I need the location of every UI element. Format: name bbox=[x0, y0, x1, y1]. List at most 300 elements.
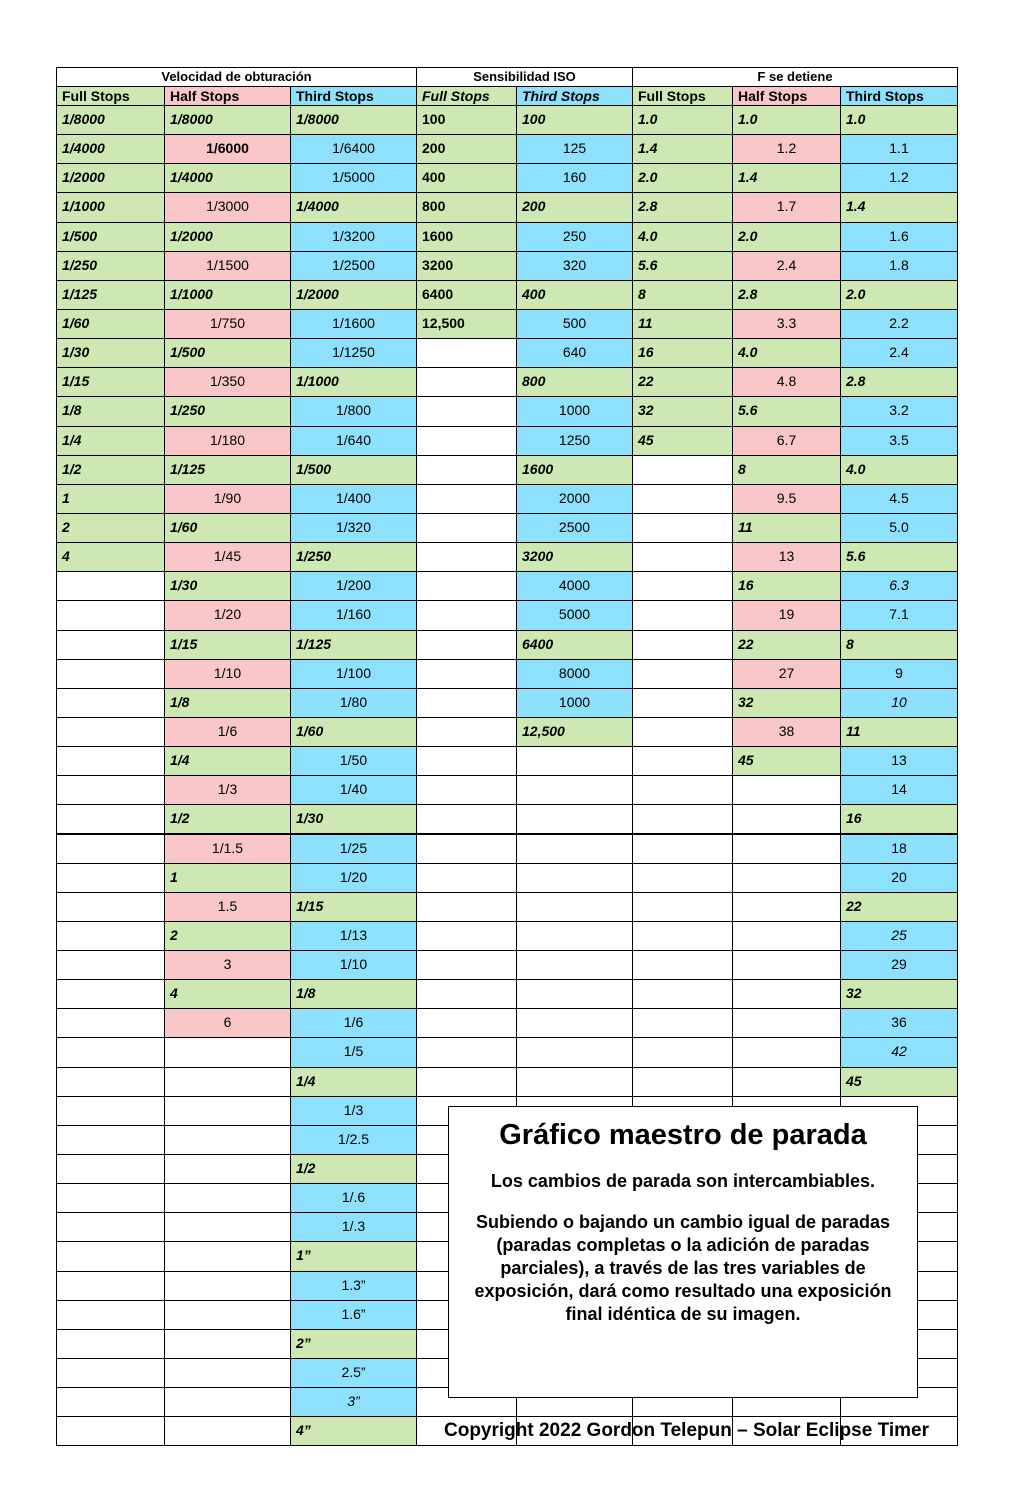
table-cell: 14 bbox=[840, 775, 958, 805]
table-cell: 32 bbox=[632, 396, 733, 426]
table-cell: 1 bbox=[56, 484, 165, 514]
table-cell: 36 bbox=[840, 1008, 958, 1038]
table-cell: 2500 bbox=[516, 513, 633, 543]
column-header: Third Stops bbox=[290, 86, 417, 106]
empty-cell bbox=[632, 1067, 733, 1097]
empty-cell bbox=[632, 1008, 733, 1038]
empty-cell bbox=[416, 630, 517, 660]
table-cell: 1/8 bbox=[164, 688, 291, 718]
table-cell: 1/350 bbox=[164, 367, 291, 397]
table-cell: 1/30 bbox=[164, 571, 291, 601]
table-cell: 1” bbox=[290, 1241, 417, 1271]
table-cell: 1/1600 bbox=[290, 309, 417, 339]
table-cell: 6400 bbox=[516, 630, 633, 660]
column-header: Full Stops bbox=[416, 86, 517, 106]
table-cell: 500 bbox=[516, 309, 633, 339]
empty-cell bbox=[632, 775, 733, 805]
table-cell: 1/2000 bbox=[290, 280, 417, 310]
empty-cell bbox=[56, 804, 165, 834]
empty-cell bbox=[56, 1154, 165, 1184]
table-cell: 1/6 bbox=[164, 717, 291, 747]
table-cell: 1.8 bbox=[840, 251, 958, 281]
table-cell: 1/3 bbox=[290, 1096, 417, 1126]
table-cell: 800 bbox=[416, 192, 517, 222]
empty-cell bbox=[56, 863, 165, 893]
table-cell: 29 bbox=[840, 950, 958, 980]
table-cell: 1/3000 bbox=[164, 192, 291, 222]
table-cell: 3200 bbox=[416, 251, 517, 281]
empty-cell bbox=[164, 1183, 291, 1213]
empty-cell bbox=[416, 834, 517, 864]
empty-cell bbox=[164, 1154, 291, 1184]
empty-cell bbox=[164, 1387, 291, 1417]
empty-cell bbox=[164, 1271, 291, 1301]
empty-cell bbox=[416, 571, 517, 601]
table-cell: 2.0 bbox=[732, 222, 841, 252]
empty-cell bbox=[164, 1329, 291, 1359]
table-cell: 12,500 bbox=[416, 309, 517, 339]
table-cell: 1/4 bbox=[164, 746, 291, 776]
table-cell: 100 bbox=[516, 105, 633, 135]
table-cell: 1/15 bbox=[56, 367, 165, 397]
table-cell: 18 bbox=[840, 834, 958, 864]
empty-cell bbox=[56, 1300, 165, 1330]
table-cell: 1/125 bbox=[164, 455, 291, 485]
empty-cell bbox=[416, 1008, 517, 1038]
empty-cell bbox=[56, 1358, 165, 1388]
empty-cell bbox=[516, 950, 633, 980]
table-cell: 1/15 bbox=[164, 630, 291, 660]
empty-cell bbox=[56, 1387, 165, 1417]
table-cell: 2000 bbox=[516, 484, 633, 514]
empty-cell bbox=[416, 367, 517, 397]
empty-cell bbox=[416, 513, 517, 543]
table-cell: 10 bbox=[840, 688, 958, 718]
table-cell: 5.0 bbox=[840, 513, 958, 543]
table-cell: 1/800 bbox=[290, 396, 417, 426]
table-cell: 11 bbox=[632, 309, 733, 339]
table-cell: 1.0 bbox=[632, 105, 733, 135]
table-cell: 1250 bbox=[516, 426, 633, 456]
table-cell: 27 bbox=[732, 659, 841, 689]
table-cell: 1/1500 bbox=[164, 251, 291, 281]
table-cell: 1/125 bbox=[290, 630, 417, 660]
empty-cell bbox=[632, 630, 733, 660]
table-cell: 4 bbox=[56, 542, 165, 572]
empty-cell bbox=[632, 746, 733, 776]
table-cell: 11 bbox=[840, 717, 958, 747]
empty-cell bbox=[56, 688, 165, 718]
table-cell: 32 bbox=[840, 979, 958, 1009]
empty-cell bbox=[56, 571, 165, 601]
table-cell: 1/500 bbox=[56, 222, 165, 252]
table-cell: 1/4000 bbox=[290, 192, 417, 222]
table-cell: 1/45 bbox=[164, 542, 291, 572]
table-cell: 2 bbox=[164, 921, 291, 951]
table-cell: 9 bbox=[840, 659, 958, 689]
table-cell: 4.0 bbox=[632, 222, 733, 252]
empty-cell bbox=[56, 659, 165, 689]
empty-cell bbox=[516, 1008, 633, 1038]
table-cell: 4000 bbox=[516, 571, 633, 601]
table-cell: 1000 bbox=[516, 396, 633, 426]
empty-cell bbox=[632, 804, 733, 834]
empty-cell bbox=[416, 804, 517, 834]
empty-cell bbox=[516, 979, 633, 1009]
table-cell: 4.8 bbox=[732, 367, 841, 397]
table-cell: 1.4 bbox=[840, 192, 958, 222]
table-cell: 1/2 bbox=[164, 804, 291, 834]
table-cell: 1/6400 bbox=[290, 134, 417, 164]
table-cell: 1.6” bbox=[290, 1300, 417, 1330]
table-cell: 1.4 bbox=[732, 163, 841, 193]
table-cell: 200 bbox=[516, 192, 633, 222]
empty-cell bbox=[416, 426, 517, 456]
table-cell: 1/1000 bbox=[56, 192, 165, 222]
table-cell: 1/5000 bbox=[290, 163, 417, 193]
table-cell: 800 bbox=[516, 367, 633, 397]
empty-cell bbox=[56, 630, 165, 660]
column-header: Third Stops bbox=[516, 86, 633, 106]
table-cell: 1.0 bbox=[732, 105, 841, 135]
table-cell: 1/90 bbox=[164, 484, 291, 514]
table-cell: 1/2 bbox=[56, 455, 165, 485]
table-cell: 3.2 bbox=[840, 396, 958, 426]
table-cell: 1/2 bbox=[290, 1154, 417, 1184]
table-cell: 250 bbox=[516, 222, 633, 252]
empty-cell bbox=[56, 1067, 165, 1097]
table-cell: 20 bbox=[840, 863, 958, 893]
table-cell: 1/8000 bbox=[290, 105, 417, 135]
empty-cell bbox=[56, 1096, 165, 1126]
table-cell: 45 bbox=[632, 426, 733, 456]
table-cell: 42 bbox=[840, 1037, 958, 1067]
table-cell: 4 bbox=[164, 979, 291, 1009]
group-header: Velocidad de obturación bbox=[56, 67, 417, 87]
table-cell: 1.5 bbox=[164, 892, 291, 922]
table-cell: 320 bbox=[516, 251, 633, 281]
empty-cell bbox=[632, 834, 733, 864]
table-cell: 1/320 bbox=[290, 513, 417, 543]
empty-cell bbox=[632, 979, 733, 1009]
group-header: Sensibilidad ISO bbox=[416, 67, 633, 87]
table-cell: 1/500 bbox=[164, 338, 291, 368]
empty-cell bbox=[516, 1067, 633, 1097]
table-cell: 3.5 bbox=[840, 426, 958, 456]
empty-cell bbox=[516, 921, 633, 951]
empty-cell bbox=[164, 1037, 291, 1067]
table-cell: 16 bbox=[732, 571, 841, 601]
table-cell: 640 bbox=[516, 338, 633, 368]
table-cell: 7.1 bbox=[840, 600, 958, 630]
table-cell: 9.5 bbox=[732, 484, 841, 514]
table-cell: 1/400 bbox=[290, 484, 417, 514]
empty-cell bbox=[416, 979, 517, 1009]
table-cell: 1/2500 bbox=[290, 251, 417, 281]
table-cell: 3” bbox=[290, 1387, 417, 1417]
table-cell: 1/60 bbox=[56, 309, 165, 339]
table-cell: 11 bbox=[732, 513, 841, 543]
empty-cell bbox=[516, 834, 633, 864]
table-cell: 1/50 bbox=[290, 746, 417, 776]
table-cell: 2.5” bbox=[290, 1358, 417, 1388]
table-cell: 1/8 bbox=[56, 396, 165, 426]
empty-cell bbox=[416, 863, 517, 893]
table-cell: 1/8000 bbox=[164, 105, 291, 135]
empty-cell bbox=[56, 921, 165, 951]
table-cell: 1/2000 bbox=[56, 163, 165, 193]
table-cell: 1/4000 bbox=[164, 163, 291, 193]
table-cell: 6.3 bbox=[840, 571, 958, 601]
empty-cell bbox=[632, 717, 733, 747]
empty-cell bbox=[632, 892, 733, 922]
empty-cell bbox=[516, 892, 633, 922]
empty-cell bbox=[632, 600, 733, 630]
empty-cell bbox=[516, 775, 633, 805]
table-cell: 8000 bbox=[516, 659, 633, 689]
table-cell: 1000 bbox=[516, 688, 633, 718]
empty-cell bbox=[56, 1241, 165, 1271]
empty-cell bbox=[56, 775, 165, 805]
empty-cell bbox=[56, 892, 165, 922]
column-header: Third Stops bbox=[840, 86, 958, 106]
table-cell: 1/8 bbox=[290, 979, 417, 1009]
empty-cell bbox=[56, 834, 165, 864]
table-cell: 1/.3 bbox=[290, 1212, 417, 1242]
empty-cell bbox=[516, 863, 633, 893]
table-cell: 5.6 bbox=[840, 542, 958, 572]
table-cell: 45 bbox=[732, 746, 841, 776]
empty-cell bbox=[632, 863, 733, 893]
table-cell: 1600 bbox=[416, 222, 517, 252]
empty-cell bbox=[632, 950, 733, 980]
empty-cell bbox=[732, 921, 841, 951]
group-header: F se detiene bbox=[632, 67, 958, 87]
table-cell: 1/125 bbox=[56, 280, 165, 310]
empty-cell bbox=[56, 979, 165, 1009]
table-cell: 100 bbox=[416, 105, 517, 135]
table-cell: 1/40 bbox=[290, 775, 417, 805]
column-header: Half Stops bbox=[732, 86, 841, 106]
table-cell: 160 bbox=[516, 163, 633, 193]
table-cell: 1/10 bbox=[290, 950, 417, 980]
table-cell: 1/60 bbox=[164, 513, 291, 543]
empty-cell bbox=[632, 571, 733, 601]
empty-cell bbox=[56, 1037, 165, 1067]
table-cell: 6 bbox=[164, 1008, 291, 1038]
table-cell: 1/6000 bbox=[164, 134, 291, 164]
table-cell: 1/3 bbox=[164, 775, 291, 805]
empty-cell bbox=[632, 1037, 733, 1067]
empty-cell bbox=[56, 746, 165, 776]
table-cell: 2.8 bbox=[732, 280, 841, 310]
table-cell: 1/200 bbox=[290, 571, 417, 601]
empty-cell bbox=[632, 513, 733, 543]
empty-cell bbox=[416, 659, 517, 689]
empty-cell bbox=[164, 1096, 291, 1126]
table-cell: 8 bbox=[632, 280, 733, 310]
table-cell: 22 bbox=[732, 630, 841, 660]
empty-cell bbox=[516, 746, 633, 776]
table-cell: 1/500 bbox=[290, 455, 417, 485]
table-cell: 1/4 bbox=[290, 1067, 417, 1097]
empty-cell bbox=[164, 1416, 291, 1446]
empty-cell bbox=[416, 484, 517, 514]
table-cell: 1.0 bbox=[840, 105, 958, 135]
table-cell: 1/3200 bbox=[290, 222, 417, 252]
empty-cell bbox=[732, 1037, 841, 1067]
empty-cell bbox=[56, 1271, 165, 1301]
empty-cell bbox=[416, 542, 517, 572]
table-cell: 5.6 bbox=[632, 251, 733, 281]
table-cell: 1.2 bbox=[840, 163, 958, 193]
table-cell: 22 bbox=[840, 892, 958, 922]
table-cell: 1/4 bbox=[56, 426, 165, 456]
empty-cell bbox=[732, 804, 841, 834]
empty-cell bbox=[416, 717, 517, 747]
table-cell: 1/750 bbox=[164, 309, 291, 339]
table-cell: 1/1000 bbox=[290, 367, 417, 397]
table-cell: 2” bbox=[290, 1329, 417, 1359]
table-cell: 1.1 bbox=[840, 134, 958, 164]
table-cell: 1/640 bbox=[290, 426, 417, 456]
table-cell: 4.0 bbox=[840, 455, 958, 485]
table-cell: 400 bbox=[416, 163, 517, 193]
table-cell: 22 bbox=[632, 367, 733, 397]
info-line-1: Los cambios de parada son intercambiables. bbox=[490, 1171, 876, 1191]
empty-cell bbox=[732, 775, 841, 805]
table-cell: 32 bbox=[732, 688, 841, 718]
empty-cell bbox=[416, 921, 517, 951]
table-cell: 1/10 bbox=[164, 659, 291, 689]
table-cell: 2.8 bbox=[632, 192, 733, 222]
table-cell: 4.0 bbox=[732, 338, 841, 368]
column-header: Half Stops bbox=[164, 86, 291, 106]
table-cell: 2 bbox=[56, 513, 165, 543]
empty-cell bbox=[56, 1212, 165, 1242]
table-cell: 1/250 bbox=[290, 542, 417, 572]
empty-cell bbox=[732, 892, 841, 922]
empty-cell bbox=[416, 1037, 517, 1067]
empty-cell bbox=[416, 396, 517, 426]
empty-cell bbox=[632, 921, 733, 951]
column-header: Full Stops bbox=[56, 86, 165, 106]
table-cell: 1/30 bbox=[290, 804, 417, 834]
table-cell: 200 bbox=[416, 134, 517, 164]
table-cell: 1/4000 bbox=[56, 134, 165, 164]
empty-cell bbox=[732, 1008, 841, 1038]
empty-cell bbox=[516, 804, 633, 834]
table-cell: 4.5 bbox=[840, 484, 958, 514]
table-cell: 1/2000 bbox=[164, 222, 291, 252]
empty-cell bbox=[56, 1008, 165, 1038]
table-cell: 1/1.5 bbox=[164, 834, 291, 864]
table-cell: 1/20 bbox=[290, 863, 417, 893]
table-cell: 13 bbox=[732, 542, 841, 572]
empty-cell bbox=[416, 892, 517, 922]
table-cell: 1/100 bbox=[290, 659, 417, 689]
table-cell: 1/6 bbox=[290, 1008, 417, 1038]
empty-cell bbox=[732, 1067, 841, 1097]
empty-cell bbox=[732, 979, 841, 1009]
info-box bbox=[448, 1106, 918, 1398]
info-title: Gráfico maestro de parada bbox=[499, 1119, 867, 1151]
table-cell: 13 bbox=[840, 746, 958, 776]
table-cell: 19 bbox=[732, 600, 841, 630]
table-cell: 2.4 bbox=[732, 251, 841, 281]
table-cell: 4” bbox=[290, 1416, 417, 1446]
empty-cell bbox=[416, 950, 517, 980]
table-cell: 1/.6 bbox=[290, 1183, 417, 1213]
empty-cell bbox=[164, 1300, 291, 1330]
table-cell: 1.4 bbox=[632, 134, 733, 164]
empty-cell bbox=[732, 834, 841, 864]
empty-cell bbox=[164, 1067, 291, 1097]
empty-cell bbox=[56, 1125, 165, 1155]
table-cell: 5000 bbox=[516, 600, 633, 630]
table-cell: 8 bbox=[732, 455, 841, 485]
table-cell: 16 bbox=[632, 338, 733, 368]
empty-cell bbox=[56, 1183, 165, 1213]
empty-cell bbox=[56, 950, 165, 980]
table-cell: 1/250 bbox=[164, 396, 291, 426]
empty-cell bbox=[632, 455, 733, 485]
empty-cell bbox=[416, 688, 517, 718]
table-cell: 38 bbox=[732, 717, 841, 747]
empty-cell bbox=[164, 1358, 291, 1388]
table-cell: 6.7 bbox=[732, 426, 841, 456]
empty-cell bbox=[632, 542, 733, 572]
column-header: Full Stops bbox=[632, 86, 733, 106]
info-line-2: Subiendo o bajando un cambio igual de paradas (paradas completas o la adición de paradas parciales), a través de las tres variables de exposición, dará como resultado una exposición final idéntica de su imagen. bbox=[474, 1212, 892, 1324]
copyright-text: Copyright 2022 Gordon Telepun – Solar Eclipse Timer bbox=[444, 1420, 929, 1441]
table-cell: 6400 bbox=[416, 280, 517, 310]
empty-cell bbox=[164, 1212, 291, 1242]
empty-cell bbox=[632, 688, 733, 718]
table-cell: 1/20 bbox=[164, 600, 291, 630]
table-cell: 125 bbox=[516, 134, 633, 164]
table-cell: 5.6 bbox=[732, 396, 841, 426]
table-cell: 1/1000 bbox=[164, 280, 291, 310]
table-cell: 3200 bbox=[516, 542, 633, 572]
empty-cell bbox=[56, 717, 165, 747]
table-cell: 1/30 bbox=[56, 338, 165, 368]
table-cell: 1.3” bbox=[290, 1271, 417, 1301]
empty-cell bbox=[516, 1037, 633, 1067]
empty-cell bbox=[632, 659, 733, 689]
table-cell: 1/80 bbox=[290, 688, 417, 718]
table-cell: 2.0 bbox=[632, 163, 733, 193]
empty-cell bbox=[416, 455, 517, 485]
empty-cell bbox=[416, 775, 517, 805]
empty-cell bbox=[56, 1416, 165, 1446]
table-cell: 1/8000 bbox=[56, 105, 165, 135]
table-cell: 1/60 bbox=[290, 717, 417, 747]
table-cell: 1.6 bbox=[840, 222, 958, 252]
empty-cell bbox=[164, 1241, 291, 1271]
table-cell: 1/180 bbox=[164, 426, 291, 456]
empty-cell bbox=[416, 338, 517, 368]
table-cell: 1/160 bbox=[290, 600, 417, 630]
table-cell: 1/25 bbox=[290, 834, 417, 864]
table-cell: 12,500 bbox=[516, 717, 633, 747]
table-cell: 1/5 bbox=[290, 1037, 417, 1067]
table-cell: 8 bbox=[840, 630, 958, 660]
table-cell: 1/13 bbox=[290, 921, 417, 951]
empty-cell bbox=[56, 600, 165, 630]
table-cell: 1.2 bbox=[732, 134, 841, 164]
table-cell: 400 bbox=[516, 280, 633, 310]
